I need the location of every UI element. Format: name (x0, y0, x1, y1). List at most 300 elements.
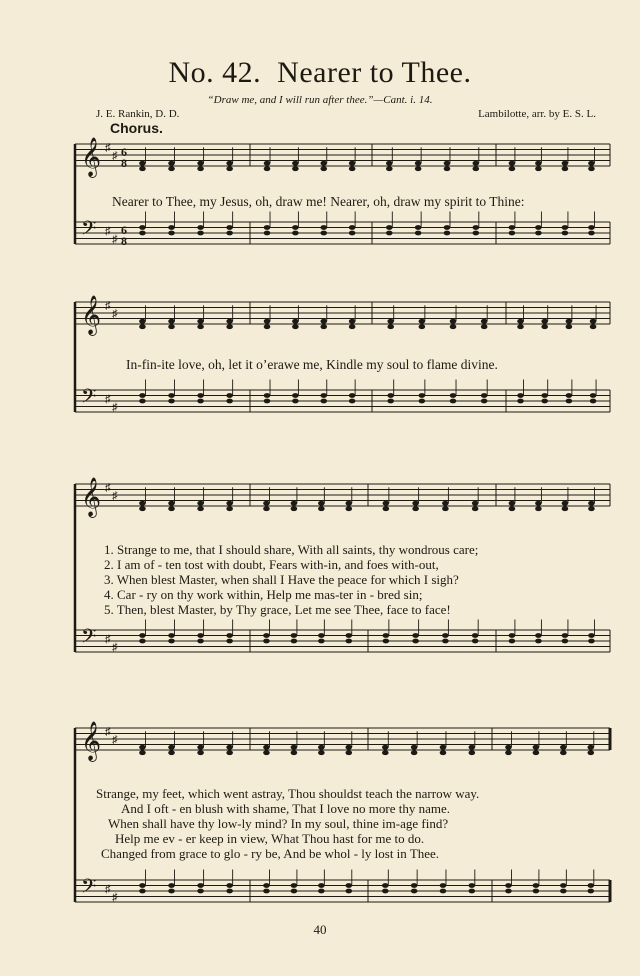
verse-1-line-1: 1. Strange to me, that I should share, With all saints, thy wondrous care; (104, 542, 479, 557)
note-head (382, 745, 389, 750)
note-head (139, 745, 146, 750)
note-head (472, 639, 479, 644)
note-head (442, 506, 449, 511)
note-head (383, 633, 390, 638)
note-head (291, 633, 298, 638)
note-head (263, 883, 270, 888)
verse-4-line-2: Help me ev - er keep in view, What Thou hast for me to do. (115, 831, 425, 846)
note-head (387, 393, 394, 398)
note-head (382, 750, 389, 755)
note-head (168, 319, 175, 324)
note-head (349, 399, 356, 404)
sharp-sign: ♯ (105, 633, 111, 646)
note-head (590, 319, 597, 324)
verse-2-line-1: 2. I am of - ten tost with doubt, Fears with-in, and foes with-out, (104, 557, 439, 572)
note-head (226, 750, 233, 755)
note-head (382, 889, 389, 894)
note-head (415, 161, 422, 166)
note-head (318, 506, 325, 511)
note-head (444, 161, 451, 166)
note-head (541, 399, 548, 404)
note-head (472, 506, 479, 511)
note-head (473, 231, 480, 236)
note-head (264, 231, 271, 236)
note-head (139, 889, 146, 894)
note-head (139, 319, 146, 324)
chorus-label: Chorus. (110, 120, 163, 136)
note-head (590, 393, 597, 398)
note-head (292, 324, 299, 329)
sharp-sign: ♯ (105, 225, 111, 238)
note-head (411, 883, 418, 888)
note-head (197, 166, 204, 171)
note-head (444, 166, 451, 171)
note-head (419, 399, 426, 404)
chorus-lyric-line-2: In-fin-ite love, oh, let it o’erawe me, Kindle my soul to flame divine. (126, 357, 498, 372)
note-head (291, 501, 298, 506)
note-head (139, 399, 146, 404)
note-head (517, 319, 524, 324)
note-head (292, 231, 299, 236)
note-head (139, 506, 146, 511)
note-head (415, 231, 422, 236)
note-head (472, 501, 479, 506)
note-head (139, 231, 146, 236)
note-head (415, 166, 422, 171)
time-signature-top: 6 (121, 223, 127, 237)
note-head (226, 225, 233, 230)
note-head (505, 745, 512, 750)
note-head (588, 506, 595, 511)
note-head (318, 633, 325, 638)
note-head (168, 501, 175, 506)
note-head (263, 639, 270, 644)
sharp-sign: ♯ (112, 734, 118, 746)
note-head (509, 639, 516, 644)
note-head (469, 883, 476, 888)
note-head (450, 399, 457, 404)
note-head (345, 506, 352, 511)
note-head (533, 750, 540, 755)
note-head (320, 324, 327, 329)
note-head (560, 750, 567, 755)
note-head (226, 161, 233, 166)
sharp-sign: ♯ (112, 641, 118, 654)
note-head (320, 161, 327, 166)
note-head (318, 501, 325, 506)
note-head (450, 393, 457, 398)
sharp-sign: ♯ (112, 401, 118, 414)
note-head (345, 750, 352, 755)
note-head (197, 506, 204, 511)
verse-2-line-2: And I oft - en blush with shame, That I love no more thy name. (121, 801, 451, 816)
sharp-sign: ♯ (105, 481, 111, 494)
note-head (535, 161, 542, 166)
note-head (562, 225, 569, 230)
note-head (509, 231, 516, 236)
note-head (588, 501, 595, 506)
note-head (386, 161, 393, 166)
note-head (197, 161, 204, 166)
note-head (226, 393, 233, 398)
note-head (562, 633, 569, 638)
note-head (442, 639, 449, 644)
bass-clef: 𝄢 (81, 874, 97, 903)
note-head (541, 324, 548, 329)
note-head (562, 506, 569, 511)
page-number: 40 (313, 922, 327, 937)
note-head (412, 633, 419, 638)
time-signature-top: 6 (121, 145, 127, 159)
note-head (168, 745, 175, 750)
note-head (386, 225, 393, 230)
sharp-sign: ♯ (112, 233, 118, 246)
note-head (349, 324, 356, 329)
note-head (473, 161, 480, 166)
note-head (509, 633, 516, 638)
treble-clef: 𝄞 (81, 137, 102, 177)
note-head (168, 750, 175, 755)
note-head (168, 161, 175, 166)
treble-clef: 𝄞 (81, 477, 102, 517)
verse-5-line-1: 5. Then, blest Master, by Thy grace, Let me see Thee, face to face! (104, 602, 451, 617)
note-head (345, 639, 352, 644)
note-head (197, 633, 204, 638)
note-head (197, 319, 204, 324)
note-head (197, 639, 204, 644)
sharp-sign: ♯ (112, 891, 118, 904)
note-head (560, 883, 567, 888)
note-head (345, 889, 352, 894)
note-head (560, 745, 567, 750)
sharp-sign: ♯ (112, 150, 118, 162)
note-head (139, 639, 146, 644)
note-head (139, 393, 146, 398)
treble-clef: 𝄞 (81, 721, 102, 761)
note-head (533, 883, 540, 888)
bass-clef: 𝄢 (81, 216, 97, 245)
note-head (517, 399, 524, 404)
note-head (444, 225, 451, 230)
note-head (566, 324, 573, 329)
note-head (263, 506, 270, 511)
note-head (419, 324, 426, 329)
note-head (590, 324, 597, 329)
treble-clef: 𝄞 (81, 295, 102, 335)
note-head (533, 889, 540, 894)
note-head (541, 319, 548, 324)
note-head (168, 393, 175, 398)
note-head (533, 745, 540, 750)
verse-4-line-1: 4. Car - ry on thy work within, Help me mas-ter in - bred sin; (104, 587, 423, 602)
note-head (442, 633, 449, 638)
note-head (535, 501, 542, 506)
note-head (450, 319, 457, 324)
verse-3-line-2: When shall have thy low-ly mind? In my soul, thine im-age find? (108, 816, 449, 831)
note-head (263, 750, 270, 755)
note-head (588, 166, 595, 171)
note-head (562, 501, 569, 506)
note-head (387, 399, 394, 404)
note-head (226, 166, 233, 171)
note-head (139, 750, 146, 755)
note-head (440, 889, 447, 894)
note-head (587, 750, 594, 755)
note-head (292, 319, 299, 324)
note-head (566, 319, 573, 324)
note-head (226, 639, 233, 644)
verse-5-line-2: Changed from grace to glo - ry be, And be whol - ly lost in Thee. (101, 846, 440, 861)
sharp-sign: ♯ (105, 883, 111, 896)
note-head (139, 633, 146, 638)
note-head (473, 166, 480, 171)
note-head (226, 633, 233, 638)
note-head (292, 166, 299, 171)
note-head (349, 393, 356, 398)
note-head (320, 399, 327, 404)
note-head (291, 889, 298, 894)
lyricist-credit: J. E. Rankin, D. D. (96, 108, 180, 120)
note-head (349, 231, 356, 236)
sharp-sign: ♯ (112, 308, 118, 320)
note-head (588, 633, 595, 638)
note-head (139, 883, 146, 888)
note-head (469, 750, 476, 755)
note-head (263, 633, 270, 638)
note-head (387, 319, 394, 324)
note-head (168, 506, 175, 511)
bass-clef: 𝄢 (81, 384, 97, 413)
note-head (264, 319, 271, 324)
note-head (168, 889, 175, 894)
note-head (345, 633, 352, 638)
note-head (292, 161, 299, 166)
note-head (264, 161, 271, 166)
note-head (442, 501, 449, 506)
note-head (535, 639, 542, 644)
note-head (412, 639, 419, 644)
note-head (481, 319, 488, 324)
note-head (197, 501, 204, 506)
note-head (412, 501, 419, 506)
note-head (535, 231, 542, 236)
note-head (505, 883, 512, 888)
hymn-number: No. 42. (168, 56, 262, 89)
note-head (440, 745, 447, 750)
note-head (291, 506, 298, 511)
note-head (412, 506, 419, 511)
note-head (349, 161, 356, 166)
note-head (440, 883, 447, 888)
note-head (535, 225, 542, 230)
scripture-epigraph: “Draw me, and I will run after thee.”—Cant. i. 14. (207, 94, 433, 106)
note-head (509, 506, 516, 511)
time-signature-bottom: 8 (121, 156, 127, 170)
note-head (226, 324, 233, 329)
note-head (197, 750, 204, 755)
note-head (382, 883, 389, 888)
note-head (226, 231, 233, 236)
note-head (226, 399, 233, 404)
note-head (197, 393, 204, 398)
note-head (383, 501, 390, 506)
note-head (386, 231, 393, 236)
note-head (226, 883, 233, 888)
note-head (349, 166, 356, 171)
note-head (197, 399, 204, 404)
note-head (411, 889, 418, 894)
note-head (263, 889, 270, 894)
verse-3-line-1: 3. When blest Master, when shall I Have the peace for which I sigh? (104, 572, 459, 587)
note-head (387, 324, 394, 329)
sharp-sign: ♯ (112, 490, 118, 502)
note-head (197, 889, 204, 894)
note-head (386, 166, 393, 171)
note-head (291, 750, 298, 755)
note-head (264, 324, 271, 329)
note-head (264, 393, 271, 398)
note-head (292, 399, 299, 404)
note-head (345, 883, 352, 888)
note-head (139, 225, 146, 230)
verse-1-line-2: Strange, my feet, which went astray, Thou shouldst teach the narrow way. (96, 786, 480, 801)
note-head (562, 639, 569, 644)
composer-credit: Lambilotte, arr. by E. S. L. (478, 108, 596, 120)
note-head (345, 501, 352, 506)
note-head (469, 889, 476, 894)
note-head (320, 319, 327, 324)
note-head (349, 319, 356, 324)
note-head (560, 889, 567, 894)
note-head (517, 324, 524, 329)
hymn-name: Nearer to Thee. (277, 56, 472, 89)
note-head (318, 750, 325, 755)
note-head (291, 745, 298, 750)
note-head (473, 225, 480, 230)
note-head (197, 324, 204, 329)
note-head (481, 324, 488, 329)
note-head (383, 639, 390, 644)
note-head (588, 225, 595, 230)
note-head (415, 225, 422, 230)
note-head (349, 225, 356, 230)
note-head (509, 161, 516, 166)
note-head (139, 501, 146, 506)
note-head (440, 750, 447, 755)
note-head (588, 161, 595, 166)
note-head (197, 225, 204, 230)
note-head (587, 745, 594, 750)
note-head (562, 231, 569, 236)
note-head (320, 225, 327, 230)
note-head (469, 745, 476, 750)
note-head (535, 633, 542, 638)
note-head (168, 633, 175, 638)
note-head (226, 501, 233, 506)
sharp-sign: ♯ (105, 141, 111, 154)
note-head (168, 166, 175, 171)
note-head (264, 166, 271, 171)
note-head (168, 324, 175, 329)
note-head (318, 745, 325, 750)
note-head (168, 399, 175, 404)
note-head (509, 166, 516, 171)
note-head (197, 231, 204, 236)
note-head (517, 393, 524, 398)
note-head (292, 225, 299, 230)
note-head (509, 225, 516, 230)
note-head (444, 231, 451, 236)
time-signature-bottom: 8 (121, 234, 127, 248)
note-head (411, 750, 418, 755)
note-head (505, 750, 512, 755)
note-head (292, 393, 299, 398)
sharp-sign: ♯ (105, 725, 111, 738)
note-head (472, 633, 479, 638)
note-head (139, 324, 146, 329)
note-head (505, 889, 512, 894)
note-head (197, 745, 204, 750)
note-head (383, 506, 390, 511)
note-head (226, 889, 233, 894)
note-head (509, 501, 516, 506)
note-head (264, 399, 271, 404)
note-head (318, 889, 325, 894)
note-head (318, 883, 325, 888)
note-head (535, 506, 542, 511)
note-head (566, 393, 573, 398)
note-head (562, 166, 569, 171)
note-head (320, 166, 327, 171)
note-head (320, 231, 327, 236)
sharp-sign: ♯ (105, 299, 111, 312)
note-head (291, 883, 298, 888)
sharp-sign: ♯ (105, 393, 111, 406)
note-head (588, 231, 595, 236)
note-head (263, 501, 270, 506)
note-head (168, 225, 175, 230)
note-head (450, 324, 457, 329)
note-head (226, 745, 233, 750)
note-head (419, 393, 426, 398)
note-head (345, 745, 352, 750)
note-head (291, 639, 298, 644)
note-head (562, 161, 569, 166)
note-head (168, 231, 175, 236)
note-head (168, 883, 175, 888)
note-head (320, 393, 327, 398)
note-head (226, 319, 233, 324)
note-head (318, 639, 325, 644)
note-head (587, 883, 594, 888)
note-head (590, 399, 597, 404)
note-head (168, 639, 175, 644)
note-head (139, 166, 146, 171)
note-head (566, 399, 573, 404)
note-head (481, 393, 488, 398)
bass-clef: 𝄢 (81, 624, 97, 653)
note-head (587, 889, 594, 894)
note-head (139, 161, 146, 166)
chorus-lyric-line-1: Nearer to Thee, my Jesus, oh, draw me! Nearer, oh, draw my spirit to Thine: (112, 194, 525, 209)
note-head (264, 225, 271, 230)
note-head (226, 506, 233, 511)
note-head (481, 399, 488, 404)
note-head (263, 745, 270, 750)
note-head (419, 319, 426, 324)
note-head (541, 393, 548, 398)
note-head (535, 166, 542, 171)
